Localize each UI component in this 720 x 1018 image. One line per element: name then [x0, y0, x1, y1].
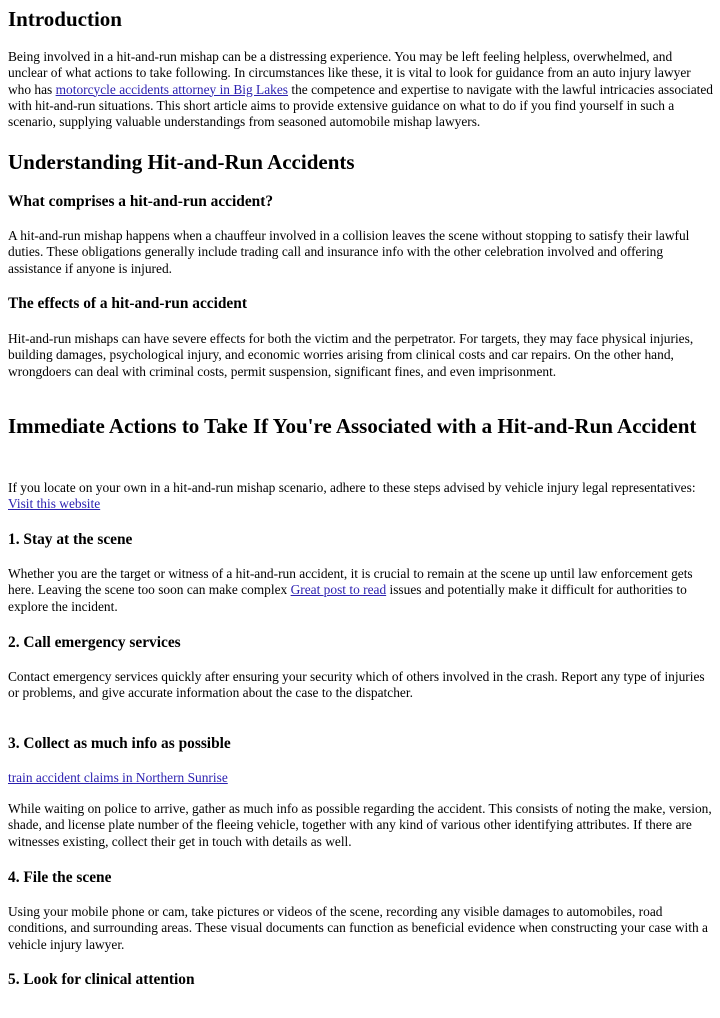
intro-text-after: the competence and expertise to navigate with the lawful intricacies associated with hit-and-run situations. This short article aims to provide extensive guidance on what to do if you find yourself in such a scenario, supplying valuable understandings from seasoned automobile mishap lawyers.	[8, 81, 713, 130]
what-comprises-heading: What comprises a hit-and-run accident?	[8, 193, 274, 210]
step1-text-after: issues and potentially make it difficult for authorities to explore the incident.	[8, 582, 687, 614]
motorcycle-attorney-link[interactable]: motorcycle accidents attorney in Big Lakes	[55, 81, 289, 97]
visit-website-link[interactable]: Visit this website	[8, 496, 101, 512]
immediate-actions-heading: Immediate Actions to Take If You're Associated with a Hit-and-Run Accident	[8, 414, 697, 438]
intro-heading: Introduction	[8, 7, 122, 31]
effects-heading: The effects of a hit-and-run accident	[8, 295, 247, 312]
train-accident-link-line	[8, 770, 714, 786]
great-post-link[interactable]: Great post to read	[290, 582, 387, 598]
intro-paragraph	[8, 49, 714, 130]
step4-paragraph: Using your mobile phone or cam, take pictures or videos of the scene, recording any visible damages to automobiles, road conditions, and surrounding areas. These visual documents can function as beneficial evidence when constructing your case with a vehicle injury lawyer.	[8, 904, 708, 952]
immediate-intro-text: If you locate on your own in a hit-and-run mishap scenario, adhere to these steps advised by vehicle injury legal representatives:	[8, 480, 696, 495]
step2-heading: 2. Call emergency services	[8, 634, 181, 651]
step5-heading: 5. Look for clinical attention	[8, 971, 195, 988]
step2-paragraph: Contact emergency services quickly after ensuring your security which of others involved in the crash. Report any type of injuries or problems, and give accurate information about the case to the dispatcher.	[8, 669, 705, 701]
train-accident-link[interactable]: train accident claims in Northern Sunrise	[8, 770, 228, 785]
understanding-heading: Understanding Hit-and-Run Accidents	[8, 150, 355, 174]
step3-paragraph: While waiting on police to arrive, gather as much info as possible regarding the accident. This consists of noting the make, version, shade, and license plate number of the fleeing vehicle, together with any kind of various other identifying attributes. If there are witnesses existing, collect their get in touch with details as well.	[8, 801, 712, 849]
effects-paragraph: Hit-and-run mishaps can have severe effects for both the victim and the perpetrator. For targets, they may face physical injuries, building damages, psychological injury, and economic worries arising from clinical costs and car repairs. On the other hand, wrongdoers can deal with criminal costs, permit suspension, significant fines, and even imprisonment.	[8, 331, 694, 379]
what-comprises-paragraph: A hit-and-run mishap happens when a chauffeur involved in a collision leaves the scene without stopping to satisfy their lawful duties. These obligations generally include trading call and insurance info with the other celebration involved and offering assistance if anyone is injured.	[8, 228, 690, 276]
step4-heading: 4. File the scene	[8, 869, 112, 886]
immediate-intro-paragraph	[8, 480, 714, 513]
step1-text-before: Whether you are the target or witness of a hit-and-run accident, it is crucial to remain at the scene up until law enforcement gets here. Leaving the scene too soon can make complex	[8, 566, 693, 598]
step3-heading: 3. Collect as much info as possible	[8, 735, 231, 752]
step1-heading: 1. Stay at the scene	[8, 531, 133, 548]
step1-paragraph	[8, 566, 714, 615]
intro-text-before: Being involved in a hit-and-run mishap can be a distressing experience. You may be left feeling helpless, overwhelmed, and unclear of what actions to take following. In circumstances like these, it is vital to look for guidance from an auto injury lawyer who has	[8, 49, 691, 97]
